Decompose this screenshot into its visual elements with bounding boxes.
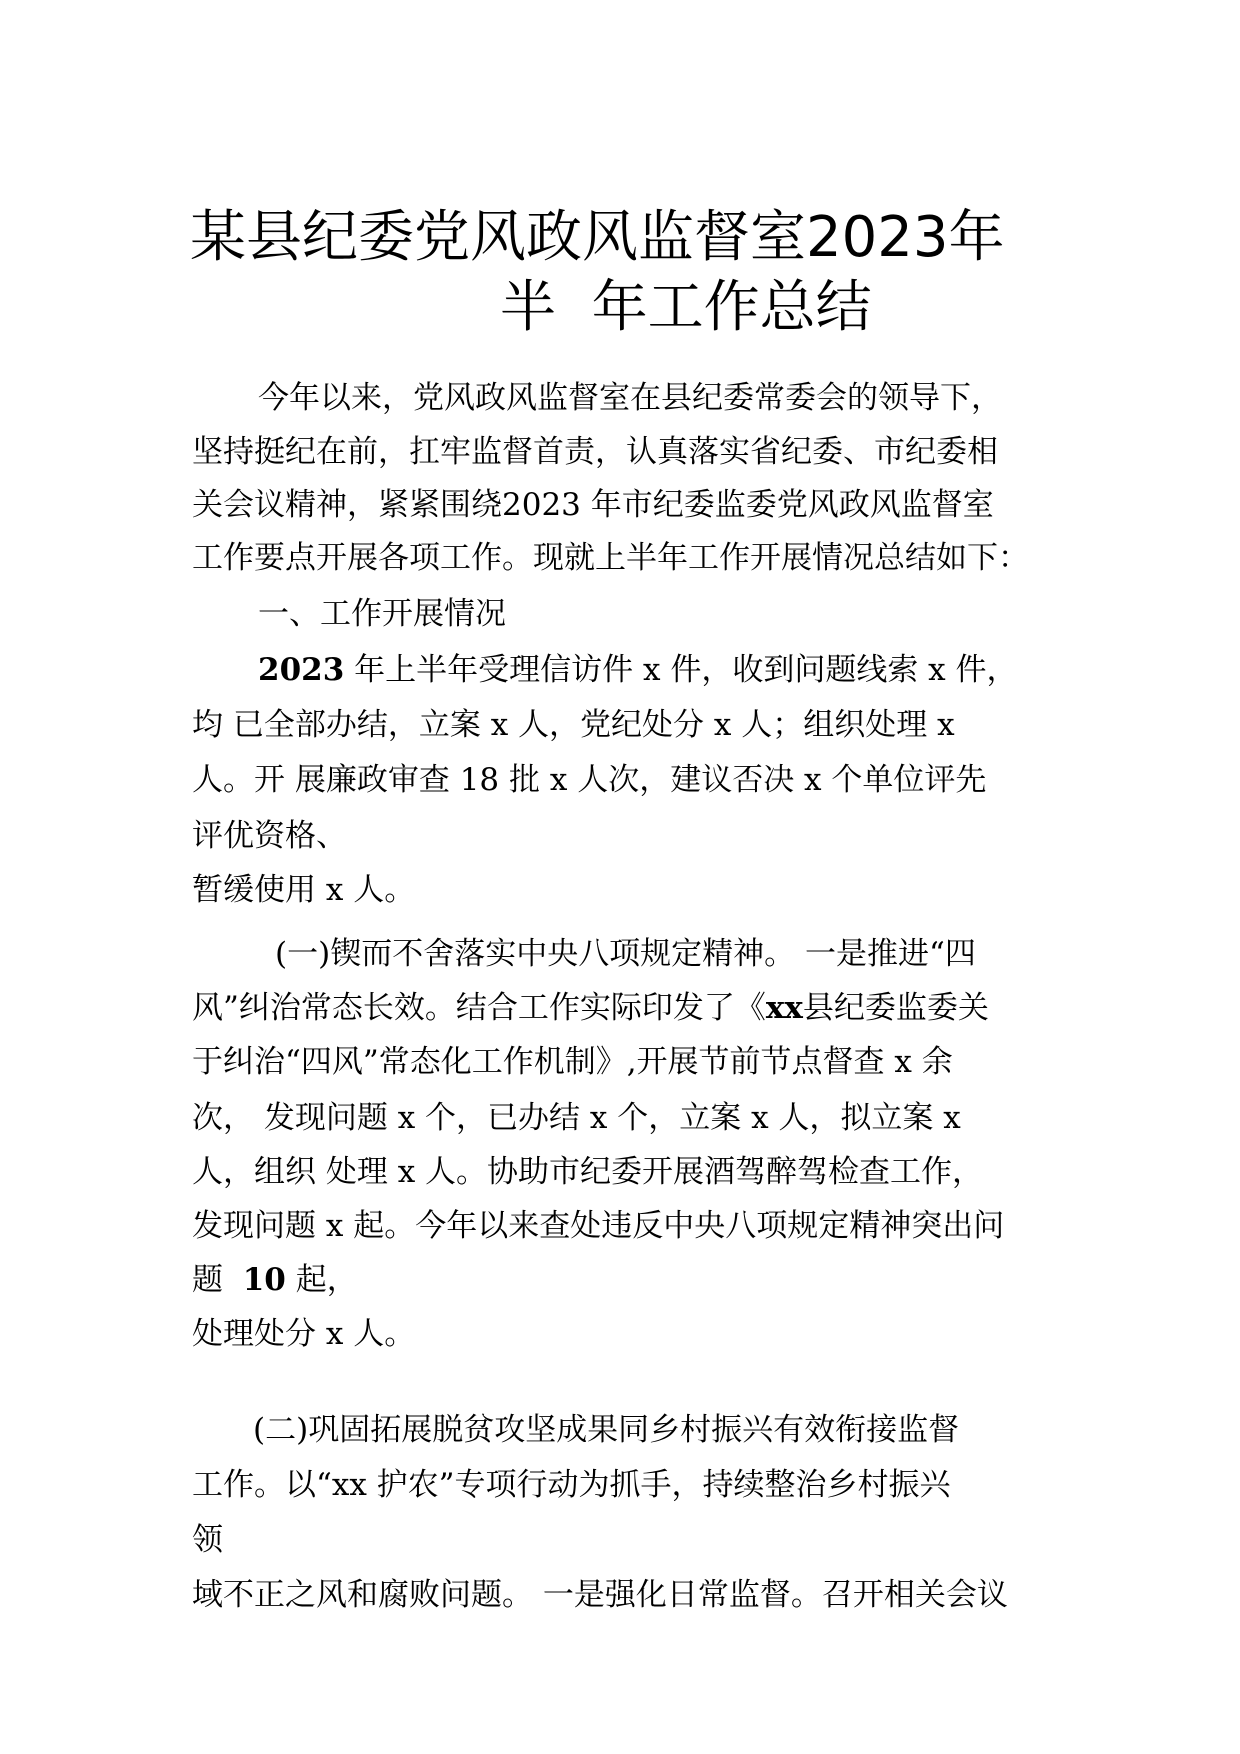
paragraph-line: 坚持挺纪在前，扛牢监督首责，认真落实省纪委、市纪委相 bbox=[192, 434, 998, 470]
paragraph-line: 均 已全部办结，立案 x 人，党纪处分 x 人；组织处理 x bbox=[192, 707, 955, 743]
paragraph-text: 县纪委监委关 bbox=[802, 990, 989, 1026]
paragraph-line: 人。开 展廉政审查 18 批 x 人次，建议否决 x 个单位评先 bbox=[192, 762, 987, 798]
paragraph-line: 领 bbox=[192, 1522, 223, 1558]
paragraph-line: 处理处分 x 人。 bbox=[192, 1316, 416, 1352]
paragraph-line: 今年以来，党风政风监督室在县纪委常委会的领导下， bbox=[258, 380, 1002, 416]
subsection-heading: (二)巩固拓展脱贫攻坚成果同乡村振兴有效衔接监督 bbox=[253, 1412, 960, 1448]
document-title-line-1: 某县纪委党风政风监督室2023年 bbox=[190, 205, 1005, 270]
section-heading: 一、工作开展情况 bbox=[258, 596, 506, 632]
paragraph-line bbox=[192, 990, 989, 1026]
paragraph-text: 题 bbox=[192, 1262, 243, 1298]
paragraph-line: 工作要点开展各项工作。现就上半年工作开展情况总结如下： bbox=[192, 540, 1029, 576]
paragraph-line: 暂缓使用 x 人。 bbox=[192, 872, 416, 908]
paragraph-line bbox=[192, 1262, 358, 1298]
paragraph-text: 年上半年受理信访件 x 件，收到问题线索 x 件， bbox=[344, 652, 1018, 688]
paragraph-line: 人，组织 处理 x 人。协助市纪委开展酒驾醉驾检查工作， bbox=[192, 1154, 984, 1190]
paragraph-line: 评优资格、 bbox=[192, 818, 347, 854]
document-title-line-2: 半 年工作总结 bbox=[500, 275, 872, 340]
year-bold: 2023 bbox=[258, 652, 345, 688]
paragraph-line: 工作。以“xx 护农”专项行动为抓手，持续整治乡村振兴 bbox=[192, 1467, 951, 1503]
placeholder-bold: xx bbox=[765, 990, 803, 1026]
paragraph-line: 关会议精神，紧紧围绕2023 年市纪委监委党风政风监督室 bbox=[192, 487, 994, 523]
paragraph-line: 发现问题 x 起。今年以来查处违反中央八项规定精神突出问 bbox=[192, 1208, 1005, 1244]
paragraph-text: 风”纠治常态长效。结合工作实际印发了《 bbox=[192, 990, 766, 1026]
paragraph-line: 于纠治“四风”常态化工作机制》,开展节前节点督查 x 余 bbox=[192, 1044, 953, 1080]
subsection-heading: (一)锲而不舍落实中央八项规定精神。 一是推进“四 bbox=[275, 936, 976, 972]
paragraph-text: 起， bbox=[285, 1262, 358, 1298]
paragraph-line: 次， 发现问题 x 个，已办结 x 个，立案 x 人，拟立案 x bbox=[192, 1100, 961, 1136]
paragraph-line: 域不正之风和腐败问题。 一是强化日常监督。召开相关会议 bbox=[192, 1577, 1008, 1613]
paragraph-line bbox=[258, 652, 1018, 688]
count-bold: 10 bbox=[242, 1262, 286, 1298]
